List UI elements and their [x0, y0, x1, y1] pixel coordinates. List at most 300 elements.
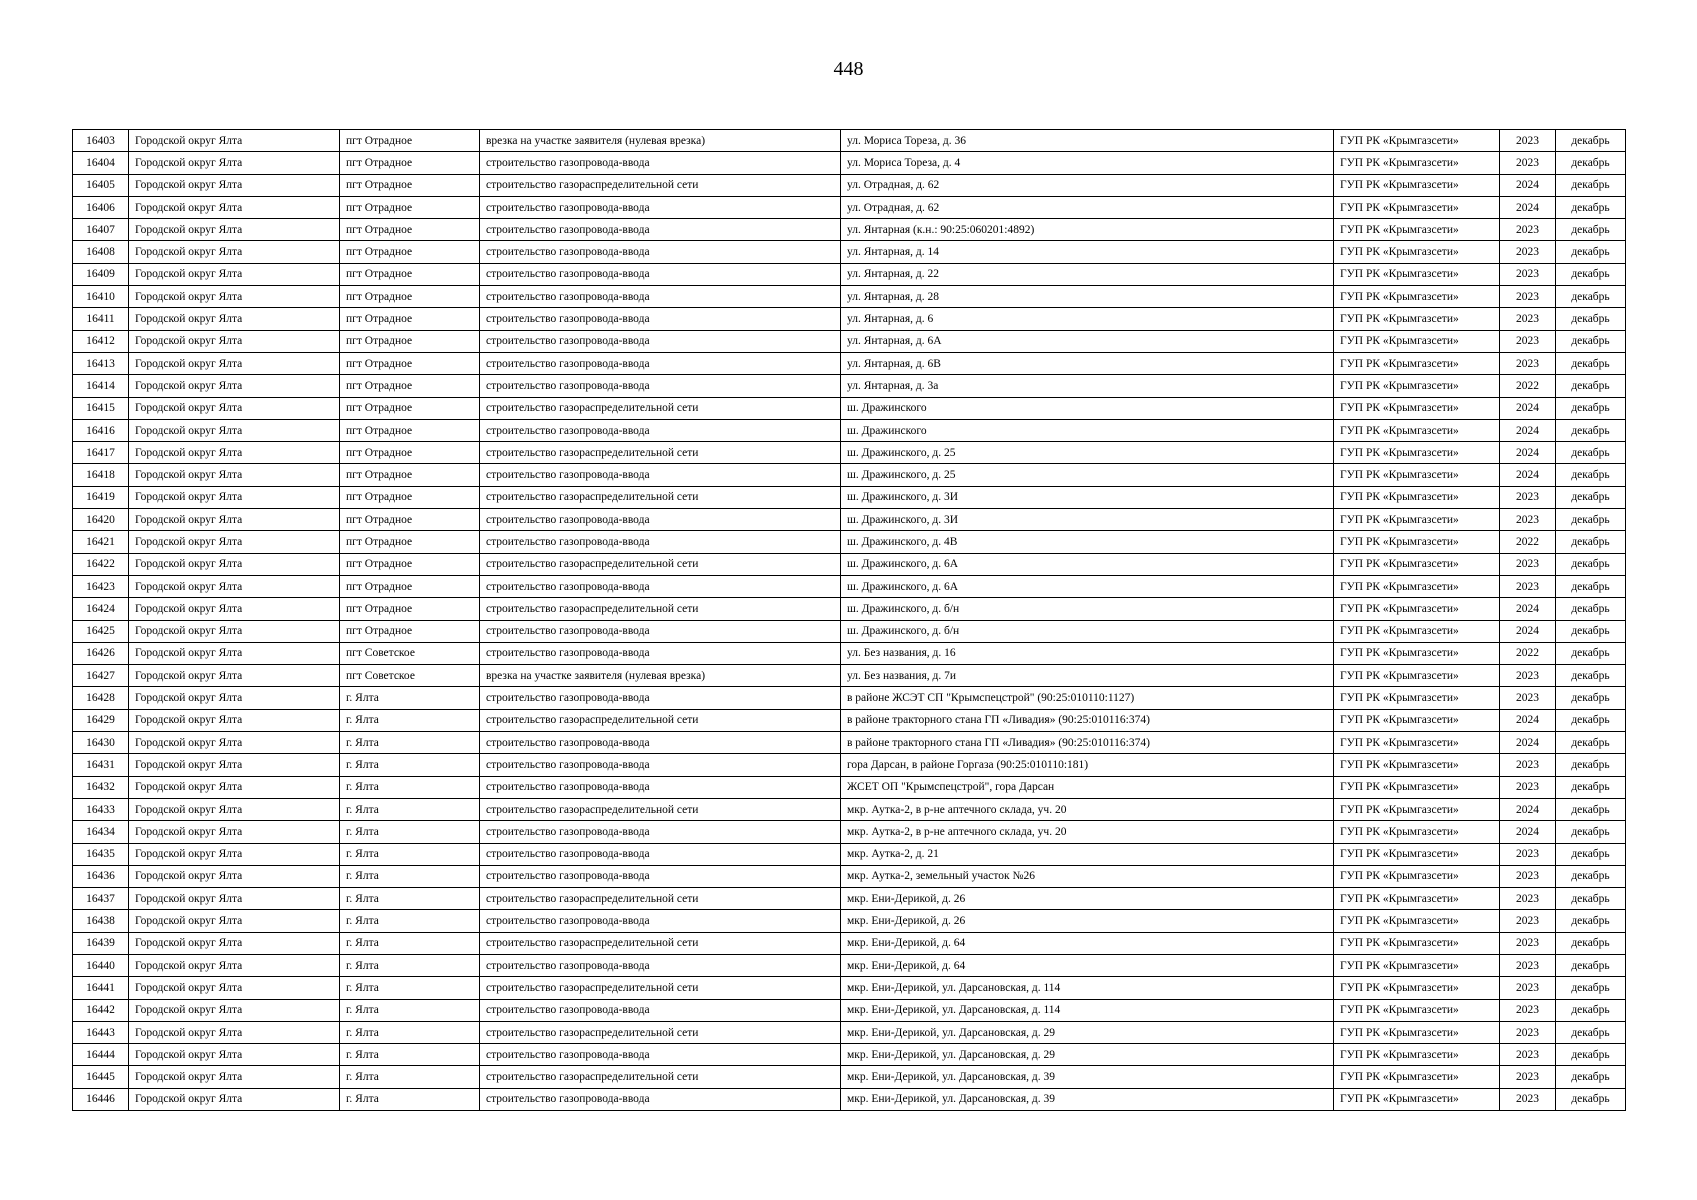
table-row — [73, 910, 1626, 932]
work-type-cell: строительство газопровода-ввода — [480, 865, 841, 887]
month-cell: декабрь — [1556, 932, 1626, 954]
municipality-cell: Городской округ Ялта — [129, 910, 340, 932]
address-cell: мкр. Аутка-2, в р-не аптечного склада, уч. 20 — [841, 798, 1334, 820]
settlement-cell: г. Ялта — [340, 1044, 480, 1066]
table-row — [73, 620, 1626, 642]
organization-cell: ГУП РК «Крымгазсети» — [1334, 330, 1500, 352]
organization-cell: ГУП РК «Крымгазсети» — [1334, 798, 1500, 820]
year-cell: 2023 — [1500, 130, 1556, 152]
year-cell: 2024 — [1500, 464, 1556, 486]
address-cell: ш. Дражинского, д. 25 — [841, 464, 1334, 486]
row-number-cell: 16403 — [73, 130, 129, 152]
address-cell: ш. Дражинского, д. 4В — [841, 531, 1334, 553]
work-type-cell: строительство газопровода-ввода — [480, 263, 841, 285]
municipality-cell: Городской округ Ялта — [129, 843, 340, 865]
settlement-cell: пгт Отрадное — [340, 486, 480, 508]
address-cell: мкр. Ени-Дерикой, д. 26 — [841, 910, 1334, 932]
row-number-cell: 16437 — [73, 888, 129, 910]
year-cell: 2023 — [1500, 263, 1556, 285]
address-cell: ул. Без названия, д. 16 — [841, 642, 1334, 664]
municipality-cell: Городской округ Ялта — [129, 1021, 340, 1043]
month-cell: декабрь — [1556, 687, 1626, 709]
organization-cell: ГУП РК «Крымгазсети» — [1334, 598, 1500, 620]
settlement-cell: пгт Отрадное — [340, 152, 480, 174]
year-cell: 2023 — [1500, 486, 1556, 508]
row-number-cell: 16409 — [73, 263, 129, 285]
work-type-cell: строительство газопровода-ввода — [480, 1088, 841, 1110]
organization-cell: ГУП РК «Крымгазсети» — [1334, 486, 1500, 508]
row-number-cell: 16420 — [73, 509, 129, 531]
organization-cell: ГУП РК «Крымгазсети» — [1334, 732, 1500, 754]
year-cell: 2023 — [1500, 152, 1556, 174]
municipality-cell: Городской округ Ялта — [129, 620, 340, 642]
municipality-cell: Городской округ Ялта — [129, 709, 340, 731]
year-cell: 2023 — [1500, 308, 1556, 330]
settlement-cell: г. Ялта — [340, 687, 480, 709]
row-number-cell: 16415 — [73, 397, 129, 419]
address-cell: ул. Янтарная, д. 3а — [841, 375, 1334, 397]
municipality-cell: Городской округ Ялта — [129, 553, 340, 575]
month-cell: декабрь — [1556, 598, 1626, 620]
work-type-cell: строительство газопровода-ввода — [480, 509, 841, 531]
year-cell: 2023 — [1500, 977, 1556, 999]
organization-cell: ГУП РК «Крымгазсети» — [1334, 754, 1500, 776]
table-row — [73, 575, 1626, 597]
year-cell: 2023 — [1500, 1066, 1556, 1088]
organization-cell: ГУП РК «Крымгазсети» — [1334, 442, 1500, 464]
table-row — [73, 932, 1626, 954]
month-cell: декабрь — [1556, 263, 1626, 285]
address-cell: ш. Дражинского, д. б/н — [841, 620, 1334, 642]
month-cell: декабрь — [1556, 531, 1626, 553]
municipality-cell: Городской округ Ялта — [129, 263, 340, 285]
table-row — [73, 241, 1626, 263]
year-cell: 2024 — [1500, 196, 1556, 218]
year-cell: 2023 — [1500, 865, 1556, 887]
table-row — [73, 865, 1626, 887]
table-row — [73, 1021, 1626, 1043]
table-row — [73, 352, 1626, 374]
work-type-cell: строительство газопровода-ввода — [480, 575, 841, 597]
municipality-cell: Городской округ Ялта — [129, 152, 340, 174]
settlement-cell: г. Ялта — [340, 732, 480, 754]
municipality-cell: Городской округ Ялта — [129, 442, 340, 464]
address-cell: мкр. Ени-Дерикой, ул. Дарсановская, д. 114 — [841, 999, 1334, 1021]
municipality-cell: Городской округ Ялта — [129, 509, 340, 531]
address-cell: ш. Дражинского, д. 3И — [841, 486, 1334, 508]
row-number-cell: 16438 — [73, 910, 129, 932]
year-cell: 2023 — [1500, 999, 1556, 1021]
organization-cell: ГУП РК «Крымгазсети» — [1334, 1044, 1500, 1066]
municipality-cell: Городской округ Ялта — [129, 732, 340, 754]
settlement-cell: пгт Отрадное — [340, 553, 480, 575]
month-cell: декабрь — [1556, 977, 1626, 999]
municipality-cell: Городской округ Ялта — [129, 575, 340, 597]
work-type-cell: строительство газопровода-ввода — [480, 152, 841, 174]
row-number-cell: 16421 — [73, 531, 129, 553]
address-cell: ул. Без названия, д. 7и — [841, 665, 1334, 687]
organization-cell: ГУП РК «Крымгазсети» — [1334, 1088, 1500, 1110]
organization-cell: ГУП РК «Крымгазсети» — [1334, 665, 1500, 687]
organization-cell: ГУП РК «Крымгазсети» — [1334, 932, 1500, 954]
address-cell: ш. Дражинского, д. 6А — [841, 575, 1334, 597]
settlement-cell: г. Ялта — [340, 954, 480, 976]
year-cell: 2023 — [1500, 241, 1556, 263]
table-row — [73, 776, 1626, 798]
row-number-cell: 16446 — [73, 1088, 129, 1110]
year-cell: 2023 — [1500, 932, 1556, 954]
month-cell: декабрь — [1556, 754, 1626, 776]
work-type-cell: строительство газопровода-ввода — [480, 642, 841, 664]
year-cell: 2024 — [1500, 709, 1556, 731]
settlement-cell: пгт Советское — [340, 642, 480, 664]
month-cell: декабрь — [1556, 999, 1626, 1021]
address-cell: ул. Отрадная, д. 62 — [841, 196, 1334, 218]
month-cell: декабрь — [1556, 954, 1626, 976]
month-cell: декабрь — [1556, 509, 1626, 531]
table-row — [73, 464, 1626, 486]
organization-cell: ГУП РК «Крымгазсети» — [1334, 174, 1500, 196]
work-type-cell: строительство газопровода-ввода — [480, 286, 841, 308]
organization-cell: ГУП РК «Крымгазсети» — [1334, 219, 1500, 241]
year-cell: 2022 — [1500, 642, 1556, 664]
table-body — [73, 130, 1626, 1111]
row-number-cell: 16431 — [73, 754, 129, 776]
row-number-cell: 16430 — [73, 732, 129, 754]
year-cell: 2023 — [1500, 1088, 1556, 1110]
month-cell: декабрь — [1556, 888, 1626, 910]
settlement-cell: г. Ялта — [340, 932, 480, 954]
work-type-cell: строительство газопровода-ввода — [480, 419, 841, 441]
month-cell: декабрь — [1556, 553, 1626, 575]
work-type-cell: строительство газопровода-ввода — [480, 687, 841, 709]
settlement-cell: г. Ялта — [340, 843, 480, 865]
table-row — [73, 642, 1626, 664]
municipality-cell: Городской округ Ялта — [129, 754, 340, 776]
work-type-cell: строительство газопровода-ввода — [480, 754, 841, 776]
row-number-cell: 16416 — [73, 419, 129, 441]
settlement-cell: г. Ялта — [340, 776, 480, 798]
organization-cell: ГУП РК «Крымгазсети» — [1334, 509, 1500, 531]
table-row — [73, 196, 1626, 218]
work-type-cell: строительство газораспределительной сети — [480, 598, 841, 620]
address-cell: ул. Отрадная, д. 62 — [841, 174, 1334, 196]
address-cell: мкр. Ени-Дерикой, ул. Дарсановская, д. 39 — [841, 1088, 1334, 1110]
month-cell: декабрь — [1556, 665, 1626, 687]
table-row — [73, 553, 1626, 575]
row-number-cell: 16408 — [73, 241, 129, 263]
table-row — [73, 1044, 1626, 1066]
row-number-cell: 16442 — [73, 999, 129, 1021]
municipality-cell: Городской округ Ялта — [129, 932, 340, 954]
address-cell: ш. Дражинского, д. 25 — [841, 442, 1334, 464]
organization-cell: ГУП РК «Крымгазсети» — [1334, 196, 1500, 218]
organization-cell: ГУП РК «Крымгазсети» — [1334, 821, 1500, 843]
month-cell: декабрь — [1556, 732, 1626, 754]
year-cell: 2024 — [1500, 798, 1556, 820]
organization-cell: ГУП РК «Крымгазсети» — [1334, 999, 1500, 1021]
address-cell: ул. Янтарная, д. 22 — [841, 263, 1334, 285]
row-number-cell: 16439 — [73, 932, 129, 954]
settlement-cell: пгт Отрадное — [340, 308, 480, 330]
row-number-cell: 16436 — [73, 865, 129, 887]
table-row — [73, 308, 1626, 330]
month-cell: декабрь — [1556, 821, 1626, 843]
month-cell: декабрь — [1556, 352, 1626, 374]
work-type-cell: строительство газопровода-ввода — [480, 330, 841, 352]
year-cell: 2023 — [1500, 665, 1556, 687]
municipality-cell: Городской округ Ялта — [129, 687, 340, 709]
organization-cell: ГУП РК «Крымгазсети» — [1334, 776, 1500, 798]
row-number-cell: 16404 — [73, 152, 129, 174]
year-cell: 2023 — [1500, 553, 1556, 575]
work-type-cell: строительство газопровода-ввода — [480, 219, 841, 241]
settlement-cell: пгт Отрадное — [340, 174, 480, 196]
table-row — [73, 598, 1626, 620]
table-row — [73, 709, 1626, 731]
work-type-cell: строительство газопровода-ввода — [480, 531, 841, 553]
municipality-cell: Городской округ Ялта — [129, 977, 340, 999]
table-row — [73, 531, 1626, 553]
municipality-cell: Городской округ Ялта — [129, 598, 340, 620]
table-row — [73, 798, 1626, 820]
table-row — [73, 442, 1626, 464]
year-cell: 2023 — [1500, 888, 1556, 910]
year-cell: 2023 — [1500, 776, 1556, 798]
address-cell: мкр. Ени-Дерикой, ул. Дарсановская, д. 39 — [841, 1066, 1334, 1088]
organization-cell: ГУП РК «Крымгазсети» — [1334, 642, 1500, 664]
organization-cell: ГУП РК «Крымгазсети» — [1334, 241, 1500, 263]
settlement-cell: пгт Отрадное — [340, 130, 480, 152]
settlement-cell: пгт Отрадное — [340, 575, 480, 597]
settlement-cell: пгт Отрадное — [340, 375, 480, 397]
year-cell: 2024 — [1500, 397, 1556, 419]
municipality-cell: Городской округ Ялта — [129, 798, 340, 820]
year-cell: 2024 — [1500, 419, 1556, 441]
organization-cell: ГУП РК «Крымгазсети» — [1334, 464, 1500, 486]
table-row — [73, 732, 1626, 754]
table-row — [73, 263, 1626, 285]
year-cell: 2022 — [1500, 375, 1556, 397]
work-type-cell: строительство газораспределительной сети — [480, 1066, 841, 1088]
table-row — [73, 1088, 1626, 1110]
municipality-cell: Городской округ Ялта — [129, 375, 340, 397]
address-cell: ш. Дражинского, д. 6А — [841, 553, 1334, 575]
organization-cell: ГУП РК «Крымгазсети» — [1334, 531, 1500, 553]
year-cell: 2022 — [1500, 531, 1556, 553]
month-cell: декабрь — [1556, 174, 1626, 196]
month-cell: декабрь — [1556, 308, 1626, 330]
organization-cell: ГУП РК «Крымгазсети» — [1334, 865, 1500, 887]
year-cell: 2024 — [1500, 598, 1556, 620]
table-row — [73, 130, 1626, 152]
year-cell: 2023 — [1500, 352, 1556, 374]
municipality-cell: Городской округ Ялта — [129, 330, 340, 352]
address-cell: мкр. Аутка-2, д. 21 — [841, 843, 1334, 865]
month-cell: декабрь — [1556, 196, 1626, 218]
year-cell: 2023 — [1500, 954, 1556, 976]
work-type-cell: строительство газораспределительной сети — [480, 798, 841, 820]
month-cell: декабрь — [1556, 1044, 1626, 1066]
work-type-cell: строительство газопровода-ввода — [480, 821, 841, 843]
row-number-cell: 16410 — [73, 286, 129, 308]
address-cell: гора Дарсан, в районе Горгаза (90:25:010110:181) — [841, 754, 1334, 776]
settlement-cell: пгт Отрадное — [340, 598, 480, 620]
year-cell: 2024 — [1500, 821, 1556, 843]
month-cell: декабрь — [1556, 442, 1626, 464]
row-number-cell: 16427 — [73, 665, 129, 687]
work-type-cell: строительство газопровода-ввода — [480, 910, 841, 932]
year-cell: 2023 — [1500, 687, 1556, 709]
settlement-cell: пгт Отрадное — [340, 286, 480, 308]
table-row — [73, 397, 1626, 419]
work-type-cell: строительство газораспределительной сети — [480, 1021, 841, 1043]
row-number-cell: 16433 — [73, 798, 129, 820]
row-number-cell: 16423 — [73, 575, 129, 597]
work-type-cell: строительство газопровода-ввода — [480, 954, 841, 976]
address-cell: мкр. Ени-Дерикой, ул. Дарсановская, д. 114 — [841, 977, 1334, 999]
settlement-cell: г. Ялта — [340, 709, 480, 731]
address-cell: ул. Янтарная, д. 6В — [841, 352, 1334, 374]
organization-cell: ГУП РК «Крымгазсети» — [1334, 397, 1500, 419]
organization-cell: ГУП РК «Крымгазсети» — [1334, 977, 1500, 999]
table-row — [73, 174, 1626, 196]
work-type-cell: строительство газораспределительной сети — [480, 709, 841, 731]
organization-cell: ГУП РК «Крымгазсети» — [1334, 375, 1500, 397]
month-cell: декабрь — [1556, 642, 1626, 664]
municipality-cell: Городской округ Ялта — [129, 642, 340, 664]
work-type-cell: строительство газопровода-ввода — [480, 776, 841, 798]
year-cell: 2023 — [1500, 1021, 1556, 1043]
settlement-cell: г. Ялта — [340, 1088, 480, 1110]
table-row — [73, 330, 1626, 352]
address-cell: мкр. Ени-Дерикой, д. 26 — [841, 888, 1334, 910]
address-cell: мкр. Ени-Дерикой, ул. Дарсановская, д. 29 — [841, 1044, 1334, 1066]
gasification-registry-table — [72, 129, 1626, 1111]
settlement-cell: пгт Отрадное — [340, 219, 480, 241]
table-row — [73, 999, 1626, 1021]
work-type-cell: строительство газораспределительной сети — [480, 888, 841, 910]
month-cell: декабрь — [1556, 575, 1626, 597]
settlement-cell: г. Ялта — [340, 754, 480, 776]
row-number-cell: 16419 — [73, 486, 129, 508]
organization-cell: ГУП РК «Крымгазсети» — [1334, 575, 1500, 597]
municipality-cell: Городской округ Ялта — [129, 888, 340, 910]
municipality-cell: Городской округ Ялта — [129, 464, 340, 486]
organization-cell: ГУП РК «Крымгазсети» — [1334, 843, 1500, 865]
month-cell: декабрь — [1556, 397, 1626, 419]
row-number-cell: 16412 — [73, 330, 129, 352]
row-number-cell: 16405 — [73, 174, 129, 196]
row-number-cell: 16432 — [73, 776, 129, 798]
month-cell: декабрь — [1556, 286, 1626, 308]
month-cell: декабрь — [1556, 464, 1626, 486]
row-number-cell: 16417 — [73, 442, 129, 464]
organization-cell: ГУП РК «Крымгазсети» — [1334, 553, 1500, 575]
work-type-cell: строительство газопровода-ввода — [480, 999, 841, 1021]
settlement-cell: пгт Отрадное — [340, 196, 480, 218]
settlement-cell: пгт Отрадное — [340, 352, 480, 374]
address-cell: в районе ЖСЭТ СП "Крымспецстрой" (90:25:010110:1127) — [841, 687, 1334, 709]
row-number-cell: 16434 — [73, 821, 129, 843]
month-cell: декабрь — [1556, 1088, 1626, 1110]
address-cell: ул. Мориса Тореза, д. 4 — [841, 152, 1334, 174]
row-number-cell: 16429 — [73, 709, 129, 731]
table-row — [73, 219, 1626, 241]
row-number-cell: 16443 — [73, 1021, 129, 1043]
settlement-cell: пгт Отрадное — [340, 330, 480, 352]
address-cell: ул. Мориса Тореза, д. 36 — [841, 130, 1334, 152]
row-number-cell: 16406 — [73, 196, 129, 218]
work-type-cell: строительство газопровода-ввода — [480, 352, 841, 374]
table-row — [73, 375, 1626, 397]
row-number-cell: 16422 — [73, 553, 129, 575]
month-cell: декабрь — [1556, 865, 1626, 887]
municipality-cell: Городской округ Ялта — [129, 219, 340, 241]
month-cell: декабрь — [1556, 330, 1626, 352]
address-cell: ЖСЕТ ОП "Крымспецстрой", гора Дарсан — [841, 776, 1334, 798]
address-cell: мкр. Аутка-2, в р-не аптечного склада, уч. 20 — [841, 821, 1334, 843]
address-cell: ш. Дражинского — [841, 397, 1334, 419]
month-cell: декабрь — [1556, 152, 1626, 174]
table-row — [73, 843, 1626, 865]
municipality-cell: Городской округ Ялта — [129, 174, 340, 196]
settlement-cell: пгт Советское — [340, 665, 480, 687]
work-type-cell: строительство газопровода-ввода — [480, 196, 841, 218]
year-cell: 2023 — [1500, 1044, 1556, 1066]
work-type-cell: строительство газопровода-ввода — [480, 843, 841, 865]
organization-cell: ГУП РК «Крымгазсети» — [1334, 954, 1500, 976]
row-number-cell: 16424 — [73, 598, 129, 620]
month-cell: декабрь — [1556, 843, 1626, 865]
row-number-cell: 16428 — [73, 687, 129, 709]
address-cell: ул. Янтарная (к.н.: 90:25:060201:4892) — [841, 219, 1334, 241]
table-row — [73, 665, 1626, 687]
year-cell: 2024 — [1500, 174, 1556, 196]
municipality-cell: Городской округ Ялта — [129, 419, 340, 441]
settlement-cell: пгт Отрадное — [340, 509, 480, 531]
work-type-cell: строительство газораспределительной сети — [480, 174, 841, 196]
address-cell: ул. Янтарная, д. 6 — [841, 308, 1334, 330]
municipality-cell: Городской округ Ялта — [129, 397, 340, 419]
work-type-cell: строительство газопровода-ввода — [480, 308, 841, 330]
work-type-cell: строительство газораспределительной сети — [480, 977, 841, 999]
address-cell: ул. Янтарная, д. 28 — [841, 286, 1334, 308]
municipality-cell: Городской округ Ялта — [129, 1066, 340, 1088]
municipality-cell: Городской округ Ялта — [129, 130, 340, 152]
organization-cell: ГУП РК «Крымгазсети» — [1334, 620, 1500, 642]
organization-cell: ГУП РК «Крымгазсети» — [1334, 1021, 1500, 1043]
row-number-cell: 16407 — [73, 219, 129, 241]
municipality-cell: Городской округ Ялта — [129, 196, 340, 218]
settlement-cell: г. Ялта — [340, 821, 480, 843]
settlement-cell: пгт Отрадное — [340, 263, 480, 285]
settlement-cell: г. Ялта — [340, 999, 480, 1021]
month-cell: декабрь — [1556, 1021, 1626, 1043]
work-type-cell: строительство газопровода-ввода — [480, 1044, 841, 1066]
work-type-cell: строительство газораспределительной сети — [480, 397, 841, 419]
municipality-cell: Городской округ Ялта — [129, 241, 340, 263]
row-number-cell: 16426 — [73, 642, 129, 664]
row-number-cell: 16418 — [73, 464, 129, 486]
year-cell: 2023 — [1500, 843, 1556, 865]
month-cell: декабрь — [1556, 910, 1626, 932]
municipality-cell: Городской округ Ялта — [129, 665, 340, 687]
municipality-cell: Городской округ Ялта — [129, 486, 340, 508]
municipality-cell: Городской округ Ялта — [129, 865, 340, 887]
row-number-cell: 16425 — [73, 620, 129, 642]
row-number-cell: 16440 — [73, 954, 129, 976]
